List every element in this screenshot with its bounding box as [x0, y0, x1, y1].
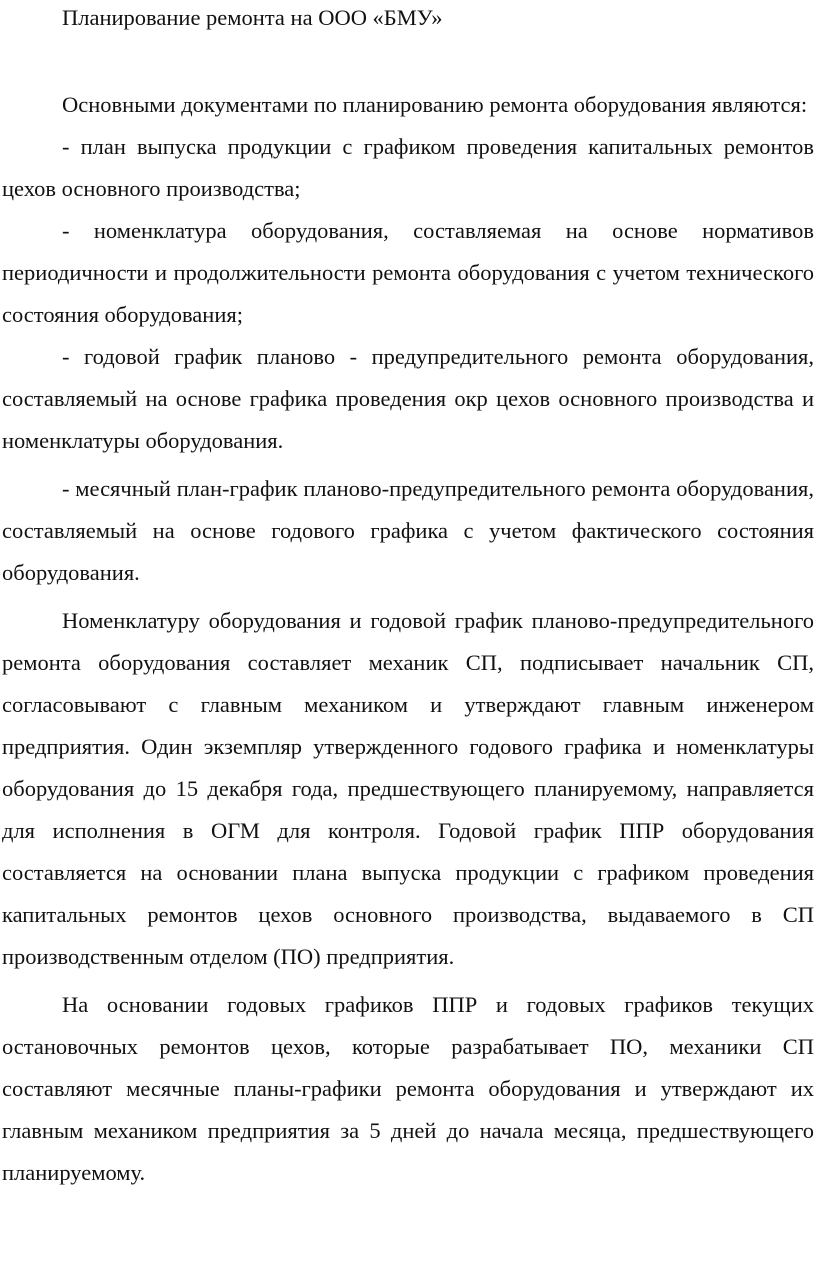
title-spacer [2, 42, 814, 84]
paragraph-nomenclature-approval: Номенклатуру оборудования и годовой график планово-предупредительного ремонта оборудования составляет механик СП, подписывает начальник СП, согласовывают с главным механиком и утверждают главным инженером предприятия. Один экземпляр утвержденного годового графика и номенклатуры оборудования до 15 декабря года, предшествующего планируемому, направляется для исполнения в ОГМ для контроля. Годовой график ППР оборудования составляется на основании плана выпуска продукции с графиком проведения капитальных ремонтов цехов основного производства, выдаваемого в СП производственным отделом (ПО) предприятия. [2, 608, 814, 969]
list-item-monthly-schedule: - месячный план-график планово-предупредительного ремонта оборудования, составляемый на основе годового графика с учетом фактического состояния оборудования. [2, 476, 814, 585]
list-item-annual-schedule: - годовой график планово - предупредительного ремонта оборудования, составляемый на основе графика проведения окр цехов основного производства и номенклатуры оборудования. [2, 344, 814, 453]
paragraph-intro: Основными документами по планированию ремонта оборудования являются: [62, 92, 808, 117]
paragraph-monthly-plans: На основании годовых графиков ППР и годовых графиков текущих остановочных ремонтов цехов, которые разрабатывает ПО, механики СП составляют месячные планы-графики ремонта оборудования и утверждают их главным механиком предприятия за 5 дней до начала месяца, предшествующего планируемому. [2, 992, 814, 1185]
document-title: Планирование ремонта на ООО «БМУ» [62, 5, 443, 30]
list-item-equipment-nomenclature: - номенклатура оборудования, составляемая на основе нормативов периодичности и продолжительности ремонта оборудования с учетом технического состояния оборудования; [2, 218, 814, 327]
list-item-production-plan: - план выпуска продукции с графиком проведения капитальных ремонтов цехов основного производства; [2, 134, 814, 201]
